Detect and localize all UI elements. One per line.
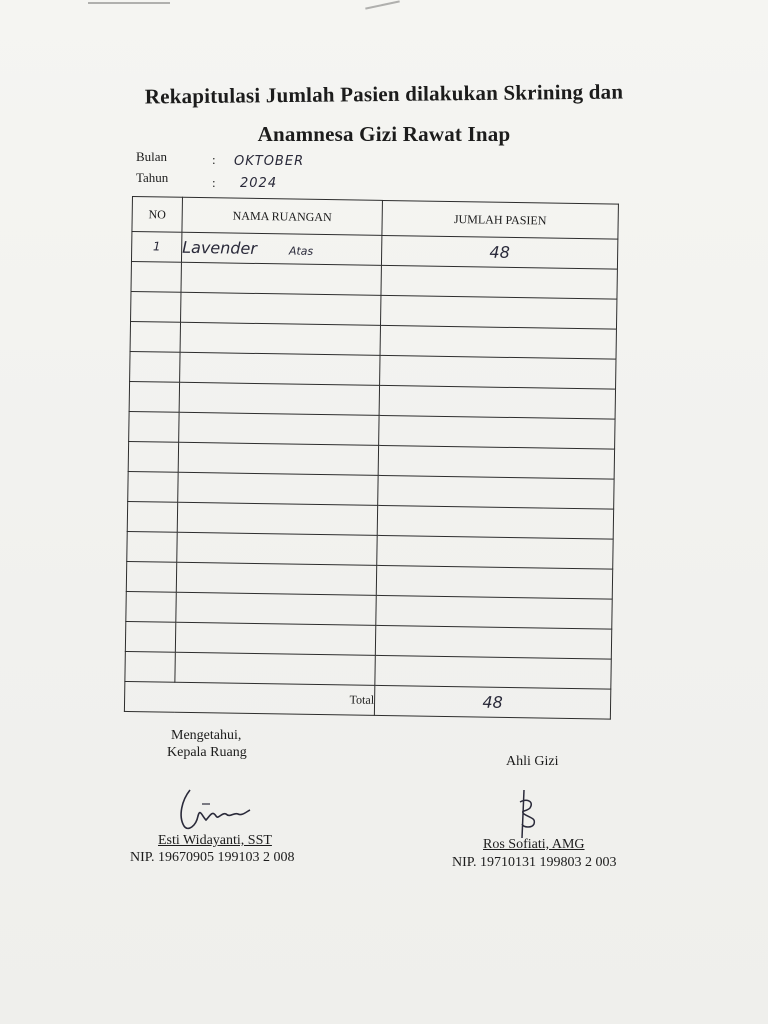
year-value: 2024: [240, 176, 278, 191]
document-title-line2: Anamnesa Gizi Rawat Inap: [257, 122, 511, 146]
head-of-ward-title: Kepala Ruang: [167, 745, 247, 760]
row-number: [129, 381, 179, 412]
room-name: [180, 322, 380, 355]
row-number: 1: [152, 239, 161, 254]
row-number: [125, 651, 175, 682]
patient-count: [379, 415, 615, 449]
scan-mark: [365, 0, 400, 9]
scan-mark: [88, 2, 170, 4]
patient-count: [380, 355, 616, 389]
room-name: [179, 412, 379, 445]
room-name: [178, 442, 378, 475]
nutritionist-name: Ros Sofiati, AMG: [483, 837, 585, 852]
row-number: [126, 591, 176, 622]
patient-count: [377, 505, 613, 539]
year-colon: :: [212, 175, 216, 190]
signature-left: [176, 786, 266, 836]
patient-count: 48: [489, 242, 510, 262]
room-name-suffix: Atas: [288, 244, 314, 258]
room-name: [176, 592, 376, 625]
row-number: [130, 351, 180, 382]
row-number: [130, 321, 180, 352]
row-number: [127, 501, 177, 532]
month-label: Bulan: [136, 149, 168, 164]
patient-count: [375, 655, 611, 689]
total-label: Total: [124, 681, 374, 715]
patient-count: [375, 625, 611, 659]
total-value: 48: [482, 692, 503, 712]
room-name: [176, 562, 376, 595]
month-colon: :: [212, 152, 216, 167]
head-of-ward-nip: NIP. 19670905 199103 2 008: [130, 850, 295, 865]
year-label: Tahun: [136, 170, 169, 185]
nutritionist-nip: NIP. 19710131 199803 2 003: [452, 855, 617, 870]
acknowledged-label: Mengetahui,: [171, 728, 242, 743]
patient-count: [380, 295, 616, 329]
month-value: OKTOBER: [234, 154, 305, 169]
room-name: [175, 652, 375, 685]
patient-count: [380, 325, 616, 359]
patient-count: [378, 445, 614, 479]
header-no: NO: [132, 197, 183, 233]
document-title-line1: Rekapitulasi Jumlah Pasien dilakukan Skrining dan: [144, 79, 624, 109]
row-number: [131, 291, 181, 322]
header-patient-count: JUMLAH PASIEN: [382, 200, 619, 239]
room-name: [178, 472, 378, 505]
row-number: [128, 471, 178, 502]
row-number: [129, 411, 179, 442]
recap-table: [124, 196, 619, 720]
patient-count: [376, 595, 612, 629]
room-name: [175, 622, 375, 655]
total-row: [124, 681, 610, 719]
row-number: [125, 621, 175, 652]
room-name: [181, 262, 381, 295]
row-number: [127, 531, 177, 562]
patient-count: [379, 385, 615, 419]
patient-count: [381, 265, 617, 299]
header-room-name: NAMA RUANGAN: [182, 197, 383, 235]
room-name: [179, 382, 379, 415]
patient-count: [376, 565, 612, 599]
patient-count: [377, 535, 613, 569]
nutritionist-title: Ahli Gizi: [506, 754, 559, 769]
room-name: [180, 352, 380, 385]
row-number: [128, 441, 178, 472]
room-name: [181, 292, 381, 325]
head-of-ward-name: Esti Widayanti, SST: [158, 833, 272, 848]
row-number: [126, 561, 176, 592]
room-name: Lavender: [182, 237, 258, 258]
room-name: [177, 532, 377, 565]
room-name: [177, 502, 377, 535]
patient-count: [378, 475, 614, 509]
row-number: [131, 261, 181, 292]
